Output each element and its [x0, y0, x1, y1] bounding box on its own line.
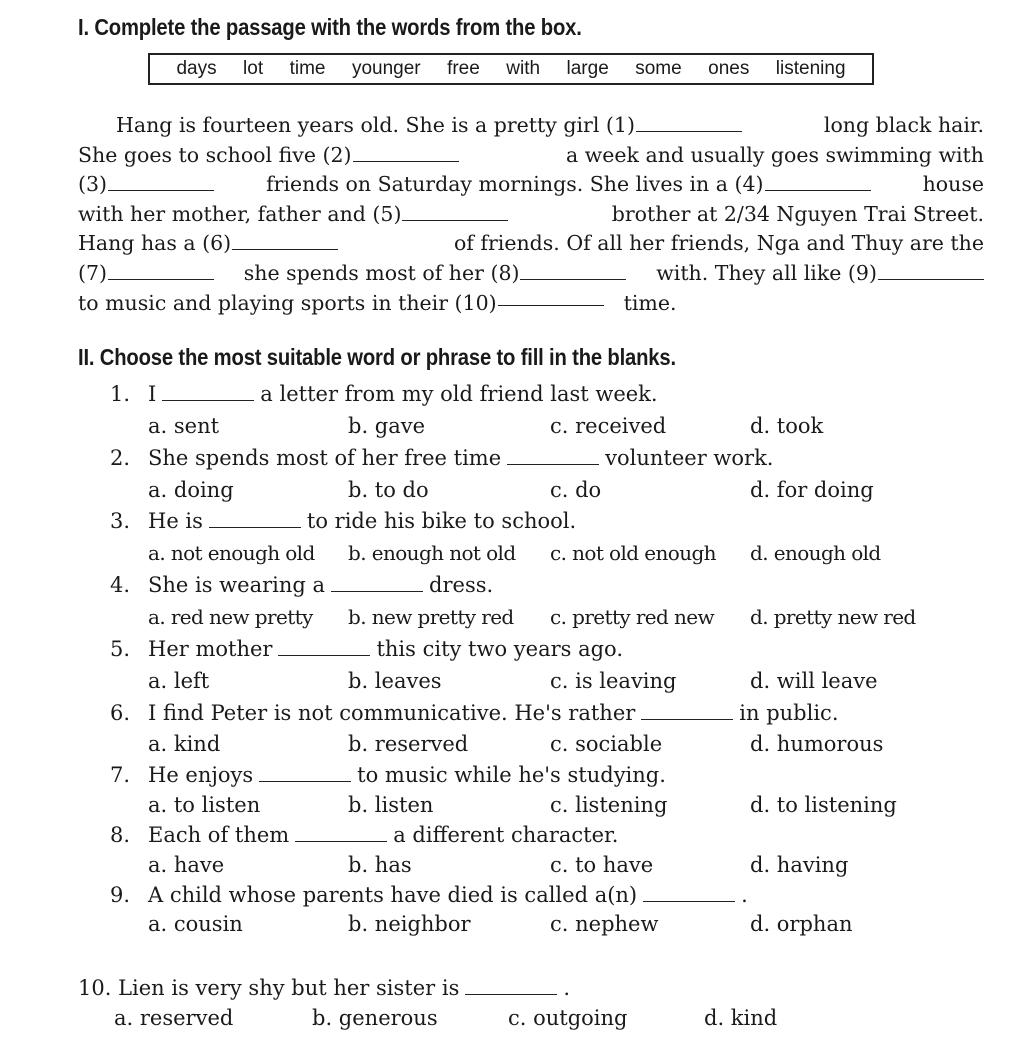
question-text: She spends most of her free time — [148, 446, 502, 470]
option-d[interactable]: d. will leave — [750, 669, 878, 693]
passage — [78, 111, 984, 318]
question-number: 6. — [110, 701, 131, 725]
question-text: this city two years ago. — [376, 637, 623, 661]
option-d[interactable]: d. kind — [704, 1006, 778, 1030]
box-word: large — [566, 58, 609, 79]
question-text: I find Peter is not communicative. He's rather — [148, 701, 636, 725]
box-word: days — [176, 58, 217, 79]
question-text: A child whose parents have died is called a(n) — [148, 883, 638, 907]
option-d[interactable]: d. having — [750, 853, 849, 877]
answer-blank-1[interactable] — [636, 115, 742, 132]
box-word: free — [447, 58, 480, 79]
option-a[interactable]: a. to listen — [148, 793, 261, 817]
box-word: lot — [243, 58, 264, 79]
option-d[interactable]: d. to listening — [750, 793, 897, 817]
answer-blank-9[interactable] — [878, 263, 984, 280]
answer-blank-8[interactable] — [520, 263, 626, 280]
option-a[interactable]: a. cousin — [148, 912, 243, 936]
option-d[interactable]: d. humorous — [750, 732, 884, 756]
option-d[interactable]: d. orphan — [750, 912, 853, 936]
passage-line — [78, 141, 984, 171]
question-blank[interactable] — [643, 885, 735, 902]
question-blank[interactable] — [259, 765, 351, 782]
passage-text: She goes to school five (2) — [78, 142, 352, 167]
question-text: Each of them — [148, 823, 290, 847]
answer-blank-4[interactable] — [765, 174, 871, 191]
question-blank[interactable] — [507, 448, 599, 465]
question-text: to ride his bike to school. — [306, 509, 577, 533]
question-blank[interactable] — [465, 978, 557, 995]
option-c[interactable]: c. sociable — [550, 732, 663, 756]
passage-text: (3) — [78, 172, 108, 197]
question-3 — [110, 509, 576, 533]
passage-text: long black hair. — [823, 113, 984, 137]
question-text: in public. — [739, 701, 839, 725]
passage-line — [78, 200, 984, 230]
question-number: 1. — [110, 382, 131, 406]
question-blank[interactable] — [295, 825, 387, 842]
question-text: to music while he's studying. — [357, 763, 666, 787]
option-a[interactable]: a. red new pretty — [148, 605, 313, 629]
option-b[interactable]: b. has — [348, 853, 412, 877]
passage-text: of friends. Of all her friends, Nga and Thuy are the — [453, 231, 984, 256]
section-1-heading: I. Complete the passage with the words from the box. — [78, 14, 582, 40]
question-text: dress. — [429, 573, 494, 597]
passage-text: a week and usually goes swimming with — [566, 142, 984, 167]
option-a[interactable]: a. reserved — [114, 1006, 234, 1030]
question-5 — [110, 637, 623, 661]
question-text: a different character. — [393, 823, 619, 847]
box-word: younger — [351, 58, 421, 79]
box-word: ones — [708, 58, 750, 79]
question-number: 3. — [110, 509, 131, 533]
passage-text: Hang is fourteen years old. She is a pretty girl (1) — [116, 113, 635, 137]
box-word: listening — [775, 58, 846, 79]
option-c[interactable]: c. do — [550, 478, 602, 502]
question-2 — [110, 446, 773, 470]
answer-blank-6[interactable] — [232, 233, 338, 250]
passage-text: brother at 2/34 Nguyen Trai Street. — [611, 201, 984, 226]
option-a[interactable]: a. have — [148, 853, 225, 877]
option-c[interactable]: c. listening — [550, 793, 668, 817]
word-box — [148, 53, 874, 85]
option-a[interactable]: a. doing — [148, 478, 234, 502]
question-1 — [110, 382, 658, 406]
option-d[interactable]: d. pretty new red — [750, 605, 916, 629]
box-word: time — [289, 58, 326, 79]
question-blank[interactable] — [209, 511, 301, 528]
passage-text: to music and playing sports in their (10) — [78, 290, 497, 315]
question-number: 8. — [110, 823, 131, 847]
question-7 — [110, 763, 666, 787]
option-b[interactable]: b. generous — [312, 1006, 438, 1030]
option-d[interactable]: d. for doing — [750, 478, 874, 502]
question-text: . — [741, 883, 748, 907]
question-9 — [110, 883, 748, 907]
option-a[interactable]: a. sent — [148, 414, 220, 438]
option-b[interactable]: b. enough not old — [348, 541, 516, 565]
answer-blank-10[interactable] — [498, 289, 604, 306]
option-a[interactable]: a. kind — [148, 732, 221, 756]
option-a[interactable]: a. not enough old — [148, 541, 315, 565]
passage-line — [78, 229, 984, 259]
question-number: 7. — [110, 763, 131, 787]
passage-text: with her mother, father and (5) — [78, 201, 402, 226]
question-6 — [110, 701, 839, 725]
question-number: 4. — [110, 573, 131, 597]
passage-text: (7) — [78, 260, 108, 285]
option-c[interactable]: c. not old enough — [550, 541, 716, 565]
question-blank[interactable] — [641, 703, 733, 720]
passage-line — [78, 289, 984, 319]
option-b[interactable]: b. reserved — [348, 732, 469, 756]
question-text: Lien is very shy but her sister is — [118, 976, 460, 1000]
option-b[interactable]: b. new pretty red — [348, 605, 514, 629]
question-blank[interactable] — [331, 575, 423, 592]
question-text: Her mother — [148, 637, 273, 661]
question-text: a letter from my old friend last week. — [260, 382, 658, 406]
passage-line — [78, 259, 984, 289]
passage-text: friends on Saturday mornings. She lives in a (4) — [266, 172, 764, 197]
option-a[interactable]: a. left — [148, 669, 210, 693]
passage-text: with. They all like (9) — [656, 260, 877, 285]
option-c[interactable]: c. received — [550, 414, 667, 438]
passage-text: Hang has a (6) — [78, 231, 232, 256]
question-number: 2. — [110, 446, 131, 470]
question-blank[interactable] — [162, 384, 254, 401]
box-word: with — [506, 58, 541, 79]
question-4 — [110, 573, 493, 597]
answer-blank-3[interactable] — [108, 174, 214, 191]
question-10 — [78, 976, 570, 1000]
option-c[interactable]: c. outgoing — [508, 1006, 628, 1030]
question-text: volunteer work. — [605, 446, 774, 470]
option-c[interactable]: c. is leaving — [550, 669, 677, 693]
option-c[interactable]: c. pretty red new — [550, 605, 715, 629]
section-2-heading: II. Choose the most suitable word or phrase to fill in the blanks. — [78, 344, 676, 370]
question-number: 9. — [110, 883, 131, 907]
question-text: He is — [148, 509, 203, 533]
passage-line — [78, 111, 984, 141]
passage-text: house — [922, 172, 984, 197]
option-d[interactable]: d. enough old — [750, 541, 881, 565]
answer-blank-5[interactable] — [402, 204, 508, 221]
question-8 — [110, 823, 618, 847]
answer-blank-7[interactable] — [108, 263, 214, 280]
question-text: He enjoys — [148, 763, 254, 787]
question-text: I — [148, 382, 157, 406]
option-b[interactable]: b. to do — [348, 478, 429, 502]
answer-blank-2[interactable] — [353, 145, 459, 162]
question-text: . — [563, 976, 571, 1000]
option-b[interactable]: b. listen — [348, 793, 434, 817]
option-b[interactable]: b. gave — [348, 414, 426, 438]
option-c[interactable]: c. to have — [550, 853, 654, 877]
question-text: She is wearing a — [148, 573, 326, 597]
question-number: 5. — [110, 637, 131, 661]
passage-text: time. — [623, 290, 677, 315]
question-number: 10. — [78, 976, 112, 1000]
option-b[interactable]: b. leaves — [348, 669, 442, 693]
passage-text: she spends most of her (8) — [243, 260, 520, 285]
option-b[interactable]: b. neighbor — [348, 912, 471, 936]
option-d[interactable]: d. took — [750, 414, 824, 438]
option-c[interactable]: c. nephew — [550, 912, 659, 936]
box-word: some — [635, 58, 682, 79]
question-blank[interactable] — [278, 639, 370, 656]
passage-line — [78, 170, 984, 200]
